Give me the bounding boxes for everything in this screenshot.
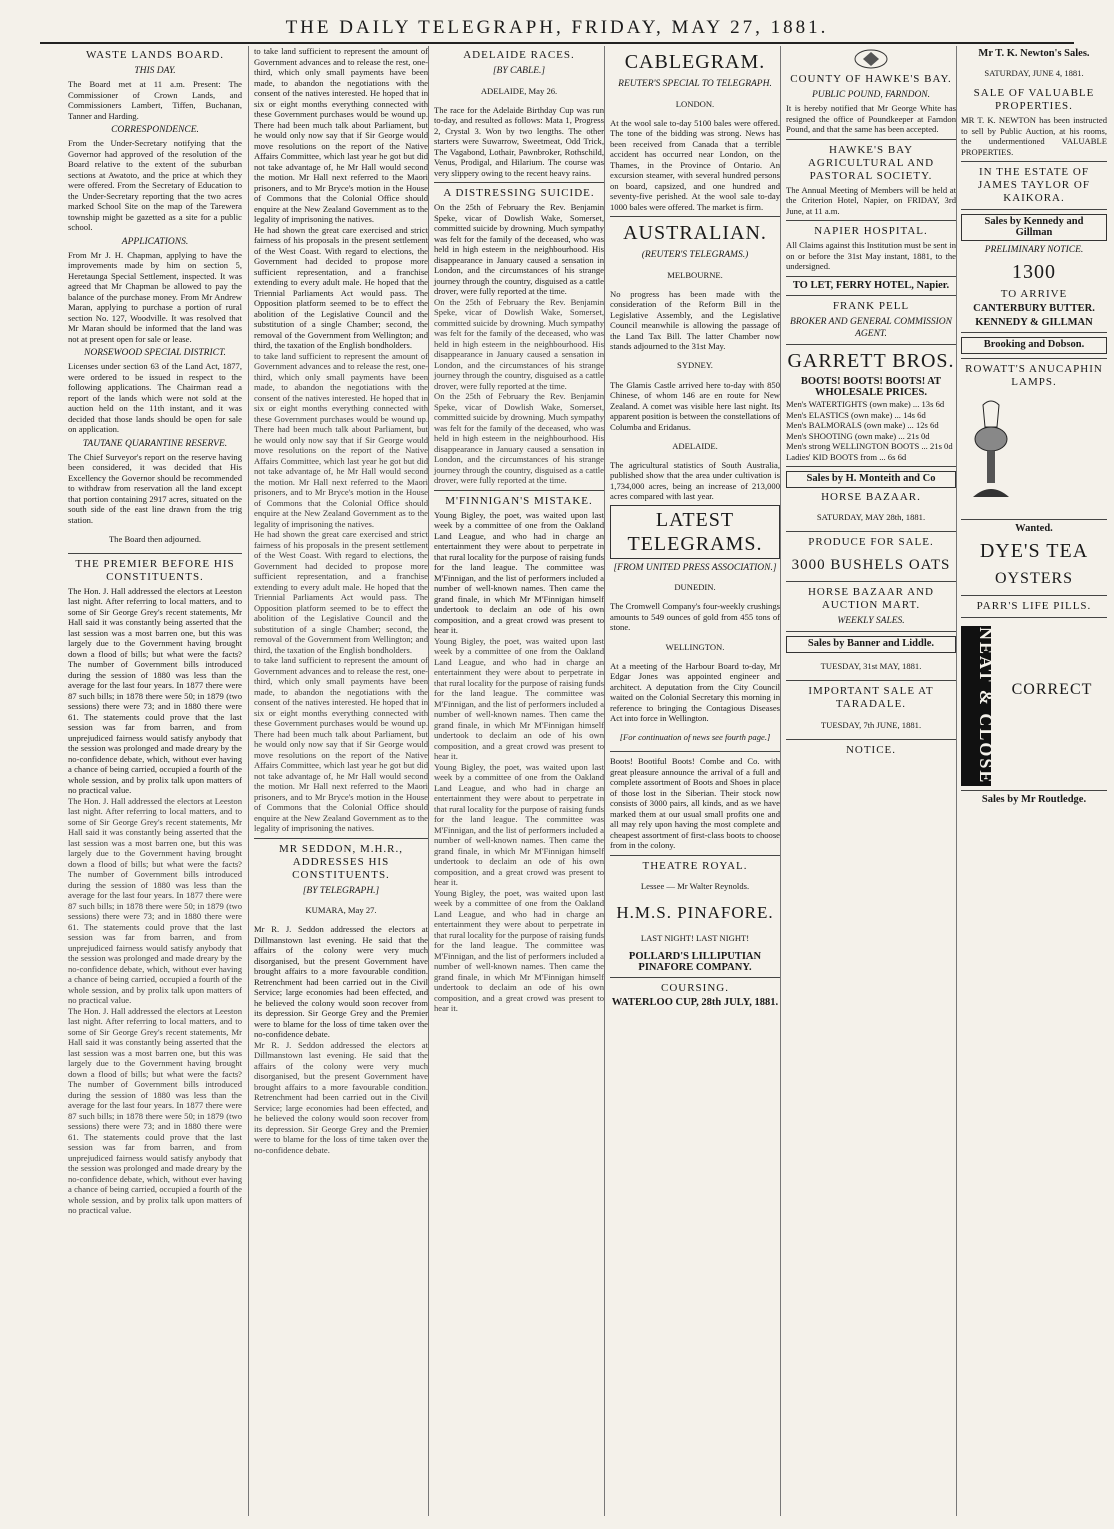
suicide-p3: On the 25th of February the Rev. Benjamin Speke, vicar of Dowlish Wake, Somerset, committed suicide by drowning. Much sympathy was felt for the family of the deceased, who was held in high esteem in the neighbourhood. His disappearance in January caused a sensation in London, and the circumstances of his strange journey through the country, disguised as a cattle drover, were fully reported at the time. [434,391,604,486]
divider [961,209,1107,210]
column-3 [428,46,609,1516]
correspondence-heading: CORRESPONDENCE. [111,125,199,135]
divider [786,466,956,467]
australian-sub: (REUTER'S TELEGRAMS.) [641,250,749,261]
newton-p1: MR T. K. NEWTON has been instructed to sell by Public Auction, at his rooms, the undermentioned VALUABLE PROPERTIES. [961,115,1107,157]
kg-big: 1300 [1012,261,1056,284]
adelaide-races-p1: The race for the Adelaide Birthday Cup was run to-day, and resulted as follows: Mata 1, Progress 2, Crystal 3. Won by two lengths. The other starters were Suwarrow, Sweetmeat, Odd Trick, The Vagabond, Lothair, Pawnbroker, Rothschild, Venus, Prodigal, and Hilarium. The course was very slippery owing to the recent heavy rains. [434,104,604,178]
divider [610,216,780,217]
waste-lands-p4: Licenses under section 63 of the Land Act, 1877, were ordered to be issued in respect to the following applications. The Chairman read a report of the lands which were not sold at the auction held on the 11th instant, and it was decided that those lands should be open for sale on application. [68,361,242,434]
dunedin-place: DUNEDIN. [674,582,716,593]
column-1 [68,46,247,1516]
oats-heading: 3000 BUSHELS OATS [791,557,951,574]
divider [786,276,956,277]
produce-heading: PRODUCE FOR SALE. [808,536,934,549]
column-5 [780,46,961,1516]
wellington-place: WELLINGTON. [665,641,725,652]
divider [961,617,1107,618]
oysters-heading: OYSTERS [994,569,1074,587]
column-6 [956,46,1111,1516]
weekly-sales-heading: WEEKLY SALES. [837,616,905,627]
waste-lands-sub: THIS DAY. [134,66,176,76]
norsewood-heading: NORSEWOOD SPECIAL DISTRICT. [84,348,226,358]
coat-of-arms-icon [851,48,891,70]
mfinnigan-p1: Young Bigley, the poet, was waited upon last week by a committee of one from the Oakland Land League, and who had in charge an entertainment they were about to perpetrate in that rural locality for the purpose of raising funds for the land league. The committee was M'Finnigan, and the list of performers included a number of well-known names. Then came the grand finale, in which Mr M'Finnigan himself undertook to declaim an ode of his own composition, and a great crowd was present to hear it. [434,509,604,636]
garrett-item: Ladies' KID BOOTS from ... 6s 6d [786,451,907,462]
premier-heading: THE PREMIER BEFORE HIS CONSTITUENTS. [75,557,235,583]
monteith-heading: Sales by H. Monteith and Co [786,471,956,488]
to-arrive-heading: TO ARRIVE [1000,288,1068,301]
ap-society-heading: HAWKE'S BAY AGRICULTURAL AND PASTORAL SOCIETY. [807,143,935,182]
garrett-sub: BOOTS! BOOTS! BOOTS! AT WHOLESALE PRICES. [800,376,942,398]
tautane-heading: TAUTANE QUARANTINE RESERVE. [82,438,228,449]
suicide-p1: On the 25th of February the Rev. Benjamin Speke, vicar of Dowlish Wake, Somerset, committed suicide by drowning. Much sympathy was felt for the family of the deceased, who was held in high esteem in the neighbourhood. His disappearance in January caused a sensation in London, and the circumstances of his strange journey through the country, disguised as a cattle drover, were fully reported at the time. [434,202,604,297]
neat-close-badge: NEAT & CLOSE [961,626,991,786]
theatre-heading: THEATRE ROYAL. [642,859,748,872]
ap-society-p1: The Annual Meeting of Members will be held at the Criterion Hotel, Napier, on FRIDAY, 3rd June, at 11 a.m. [786,184,956,216]
frank-pell-sub: BROKER AND GENERAL COMMISSION AGENT. [790,317,952,339]
banner-heading: Sales by Banner and Liddle. [786,636,956,653]
hawkes-bay-sub: PUBLIC POUND, FARNDON. [811,90,931,100]
mfinnigan-p4: Young Bigley, the poet, was waited upon last week by a committee of one from the Oakland Land League, and who had in charge an entertainment they were about to perpetrate in that rural locality for the purpose of raising funds for the land league. The committee was M'Finnigan, and the list of performers included a number of well-known names. Then came the grand finale, in which Mr M'Finnigan himself undertook to declaim an ode of his own composition, and a great crowd was present to hear it. [434,887,604,1014]
divider [786,631,956,632]
garrett-item: Men's BALMORALS (own make) ... 12s 6d [786,420,939,430]
column-2 [248,46,433,1516]
premier-p1-cont2: The Hon. J. Hall addressed the electors at Leeston last night. After referring to local matters, and to some of Sir George Grey's recent statements, Mr Hall said it was constantly being asserted that the last session was a most barren one, but this was largely due to the Government having brought down a flood of bills; but what were the facts? The number of Government bills introduced during the session of 1880 was less than the average for the last four years. In 1877 there were 87 such bills; in 1878 there were 50; in 1879 (two sessions) there were 73; and in 1880 there were 61. The statements could prove that the last session was far from barren, and from unprejudiced fairness would satisfy anybody that the session was prolonged and made dreary by the no-confidence debate, which, without ever having a chance of being carried, occupied a fourth of the whole session, and by prolix talk upon matters of no practical value. [68,1005,242,1216]
masthead: THE DAILY TELEGRAPH, FRIDAY, MAY 27, 1881. [40,14,1074,44]
melbourne-p1: No progress has been made with the consideration of the Reform Bill in the Legislative Assembly, and the Legislative Council meanwhile is allowing the passage of the Land Tax Bill. The latter Chamber now stands adjourned to the 31st May. [610,288,780,352]
cablegram-sub: REUTER'S SPECIAL TO TELEGRAPH. [618,79,772,89]
column-4 [604,46,785,1516]
seddon-place: KUMARA, May 27. [305,905,377,916]
kg-heading: Sales by Kennedy and Gillman [961,214,1107,241]
divider [610,751,780,752]
divider [961,358,1107,359]
divider [961,332,1107,333]
hawkes-bay-heading: COUNTY OF HAWKE'S BAY. [790,73,952,85]
divider [610,977,780,978]
banner-date: TUESDAY, 31st MAY, 1881. [820,661,922,672]
latest-telegrams-heading: LATEST TELEGRAMS. [610,505,780,559]
melbourne-place: MELBOURNE. [667,269,723,280]
kg-sub: PRELIMINARY NOTICE. [984,245,1084,256]
mfinnigan-heading: M'FINNIGAN'S MISTAKE. [445,494,593,507]
divider [68,553,242,554]
divider [961,790,1107,791]
divider [786,344,956,345]
divider [786,295,956,296]
garrett-heading: GARRETT BROS. [787,350,955,372]
lamp-illustration-icon [961,397,1021,507]
divider [786,220,956,221]
mfinnigan-p3: Young Bigley, the poet, was waited upon last week by a committee of one from the Oakland Land League, and who had in charge an entertainment they were about to perpetrate in that rural locality for the purpose of raising funds for the land league. The committee was M'Finnigan, and the list of performers included a number of well-known names. Then came the grand finale, in which Mr M'Finnigan himself undertook to declaim an ode of his own composition, and a great crowd was present to hear it. [434,761,604,888]
suicide-heading: A DISTRESSING SUICIDE. [443,187,595,200]
kg2-heading: KENNEDY & GILLMAN [975,316,1093,328]
waste-lands-p1: The Board met at 11 a.m. Present: The Commissioner of Crown Lands, and Commissioners Lambert, Tiffen, Buchanan, Tanner and Harding. [68,79,242,121]
premier-p1-cont: The Hon. J. Hall addressed the electors at Leeston last night. After referring to local matters, and to some of Sir George Grey's recent statements, Mr Hall said it was constantly being asserted that the last session was a most barren one, but this was largely due to the Government having brought down a flood of bills; but what were the facts? The number of Government bills introduced during the session of 1880 was less than the average for the last four years. In 1877 there were 87 such bills; in 1878 there were 50; in 1879 (two sessions) there were 73; and in 1880 there were 61. The statements could prove that the last session was far from barren, and from unprejudiced fairness would satisfy anybody that the session was prolonged and made dreary by the no-confidence debate, which, without ever having a chance of being carried, occupied a fourth of the whole session, and by prolix talk upon matters of no practical value. [68,795,242,1006]
routledge-heading: Sales by Mr Routledge. [981,793,1087,805]
premier-p2: to take land sufficient to represent the amount of Government advances and to release the rest, one-third, which only small payments have been made, to abandon the negotiations with the consent of the natives interested. He hoped that in six or eight months everything connected with these Government purchases would be wound up. There had been much talk about Parliament, but he would only now say that if Sir George would move resolutions on the report of the Native Affairs Committee, which last year he got but did not take advantage of, he Mr Hall would second the motion. Mr Hall next referred to the Maori prisoners, and to Mr Bryce's motion in the House of Commons that the Colonial Office should enquire at the New Zealand Government as to the legality of imprisoning the natives. [254,46,428,224]
adelaide-p1: The agricultural statistics of South Australia, published show that the area under cultivation is 1,734,000 acres, being an increase of 213,000 acres compared with last year. [610,459,780,502]
mfinnigan-p2: Young Bigley, the poet, was waited upon last week by a committee of one from the Oakland Land League, and who had in charge an entertainment they were about to perpetrate in that rural locality for the purpose of raising funds for the land league. The committee was M'Finnigan, and the list of performers included a number of well-known names. Then came the grand finale, in which Mr M'Finnigan himself undertook to declaim an ode of his own composition, and a great crowd was present to hear it. [434,635,604,762]
newton-heading: Mr T. K. Newton's Sales. [978,48,1090,59]
premier-p1: The Hon. J. Hall addressed the electors at Leeston last night. After referring to local matters, and to some of Sir George Grey's recent statements, Mr Hall said it was constantly being asserted that the last session was a most barren one, but this was largely due to the Government having brought down a flood of bills; but what were the facts? The number of Government bills introduced during the session of 1880 was less than the average for the last four years. In 1877 there were 87 such bills; in 1878 there were 50; in 1879 (two sessions) there were 73; and in 1880 there were 61. The statements could prove that the last session was far from barren, and from unprejudiced fairness would satisfy anybody that the session was prolonged and made dreary by the no-confidence debate, which, without ever having a chance of being carried, occupied a fourth of the whole session, and by prolix talk upon matters of no practical value. [68,585,242,796]
newton-date: SATURDAY, JUNE 4, 1881. [984,68,1084,79]
cablegram-p1: At the wool sale to-day 5100 bales were offered. The tone of the bidding was strong. News has been received from Canada that a terrible accident has occurred near London, on the Thames, in the Province of Ontario. An excursion steamer, with several hundred persons on board, capsized, and one hundred and seventy-five perished. At the wool sale to-day 1000 bales were offered. The market is firm. [610,117,780,212]
horse-bazaar-heading: HORSE BAZAAR. [821,490,921,503]
to-let: TO LET, FERRY HOTEL, Napier. [792,279,950,291]
divider [610,855,780,856]
divider [434,182,604,183]
correct-heading: CORRECT [1011,680,1093,698]
adelaide-races-place: ADELAIDE, May 26. [480,85,558,96]
premier-p5: He had shown the great care exercised and strict fairness of his proposals in the present settlement of the West Coast. With regard to elections, the Government had decided to propose more sufficient representation, and a franchise extending to every adult male. He hoped that the Triennial Parliaments Act would pass. The Opposition platform seemed to be to effect the abolition of the Legislative Council and the substitution of a single Chamber; second, the removal of the Government from Wellington; and third, the taxation of the English bondholders. [254,529,428,655]
dunedin-p1: The Cromwell Company's four-weekly crushings amounts to 549 ounces of gold from 455 tons of stone. [610,601,780,633]
dye-tea-heading: DYE'S TEA [979,539,1089,562]
cablegram-heading: CABLEGRAM. [624,51,766,73]
suicide-p2: On the 25th of February the Rev. Benjamin Speke, vicar of Dowlish Wake, Somerset, committed suicide by drowning. Much sympathy was felt for the family of the deceased, who was held in high esteem in the neighbourhood. His disappearance in January caused a sensation in London, and the circumstances of his strange journey through the country, disguised as a cattle drover, were fully reported at the time. [434,296,604,391]
boots-advert: Boots! Bootiful Boots! Combe and Co. with great pleasure announce the arrival of a full and complete assortment of Boots and Shoes in place of those lost in the Siberian. Their stock now consists of 3000 pairs, all kinds, and as we have marked them at our usual small profits one and all may rely upon having the most complete and cheapest assortment of first-class boots to choose from in the colony. [610,756,780,851]
waste-lands-p2: From the Under-Secretary notifying that the Governor had approved of the resolution of the Board relative to the extent of the suburban sections at Awatoto, and the price at which they were offered. From the Secretary of Education to the Under-Secretary reporting that the two acres marked School Site on the map of the Tarewera township might be gazetted as a site for a public school. [68,138,242,232]
sydney-place: SYDNEY. [677,360,713,371]
garrett-item: Men's ELASTICS (own make) ... 14s 6d [786,409,926,420]
taradale-heading: IMPORTANT SALE AT TARADALE. [808,685,934,711]
butter-heading: CANTERBURY BUTTER. [973,303,1095,315]
seddon-p2: Mr R. J. Seddon addressed the electors at Dillmanstown last evening. He said that the affairs of the colony were very much disorganised, but the present Government have brought affairs to a more favourable condition. Retrenchment had been carried out in the Civil Service; large economies had been effected, and he believed the colony would soon recover from its depression. Sir George Grey and the Premier were to blame for the loss of time taken over the no-confidence debate. [254,1039,428,1155]
taradale-date: TUESDAY, 7th JUNE, 1881. [820,719,922,730]
divider [961,519,1107,520]
adelaide-races-heading: ADELAIDE RACES. [463,49,575,61]
premier-p4: to take land sufficient to represent the amount of Government advances and to release the rest, one-third, which only small payments have been made, to abandon the negotiations with the consent of the natives interested. He hoped that in six or eight months everything connected with these Government purchases would be wound up. There had been much talk about Parliament, but he would only now say that if Sir George would move resolutions on the report of the Native Affairs Committee, which last year he got but did not take advantage of, he Mr Hall would second the motion. Mr Hall next referred to the Maori prisoners, and to Mr Bryce's motion in the House of Commons that the Colonial Office should enquire at the New Zealand Government as to the legality of imprisoning the natives. [254,350,428,529]
applications-heading: APPLICATIONS. [121,236,189,247]
wellington-p1: At a meeting of the Harbour Board to-day, Mr Edgar Jones was appointed engineer and architect. A deputation from the City Council waited on the Colonial Secretary this morning in reference to bringing the Contagious Diseases Act into force in Wellington. [610,660,780,724]
divider [786,581,956,582]
latest-telegrams-sub: [FROM UNITED PRESS ASSOCIATION.] [613,562,777,573]
newton-sub: SALE OF VALUABLE PROPERTIES. [973,87,1095,113]
seddon-p1: Mr R. J. Seddon addressed the electors at Dillmanstown last evening. He said that the affairs of the colony were very much disorganised, but the present Government have brought affairs to a more favourable condition. Retrenchment had been carried out in the Civil Service; large economies had been effected, and he believed the colony would soon recover from its depression. Sir George Grey and the Premier were to blame for the loss of time taken over the no-confidence debate. [254,924,428,1040]
hospital-p1: All Claims against this Institution must be sent in on or before the 31st May instant, 1881, to the undersigned. [786,240,956,271]
pollard-company: POLLARD'S LILLIPUTIAN PINAFORE COMPANY. [628,951,762,973]
cablegram-place: LONDON. [675,98,715,109]
garrett-item: Men's strong WELLINGTON BOOTS ... 21s 0d [786,441,953,451]
waste-lands-p5: The Chief Surveyor's report on the reserve having been considered, it was decided that His Excellency the Governor should be recommended to withdraw from reservation all the land except that portion containing 2917 acres, situated on the south side of the east line drawn from the trig station. [68,451,242,525]
seddon-sub: [BY TELEGRAPH.] [302,885,380,896]
divider [786,139,956,140]
waste-lands-p3: From Mr J. H. Chapman, applying to have the improvements made by him on section 5, Heretaunga Special Settlement, inspected. It was agreed that Mr Chapman be allowed to pay the balance of the purchase money. From Mr Andrew Maran, applying to purchase a portion of rural section No. 127, Woodville. It was resolved that Mr Maran should be informed that the land was not at present open for sale or lease. [68,249,242,344]
hospital-heading: NAPIER HOSPITAL. [814,225,928,237]
divider [786,531,956,532]
premier-p6: to take land sufficient to represent the amount of Government advances and to release the rest, one-third, which only small payments have been made, to abandon the negotiations with the consent of the natives interested. He hoped that in six or eight months everything connected with these Government purchases would be wound up. There had been much talk about Parliament, but he would only now say that if Sir George would move resolutions on the report of the Native Affairs Committee, which last year he got but did not take advantage of, he Mr Hall would second the motion. Mr Hall next referred to the Maori prisoners, and to Mr Bryce's motion in the House of Commons that the Colonial Office should enquire at the New Zealand Government as to the legality of imprisoning the natives. [254,655,428,833]
waste-lands-heading: WASTE LANDS BOARD. [85,49,225,61]
lamps-heading: ROWATT'S ANUCAPHIN LAMPS. [965,362,1103,388]
divider [254,838,428,839]
garrett-item: Men's WATERTIGHTS (own make) ... 13s 6d [786,399,945,409]
notice-heading: NOTICE. [845,744,897,757]
bazaar-heading: HORSE BAZAAR AND AUCTION MART. [807,586,934,612]
coursing-sub: WATERLOO CUP, 28th JULY, 1881. [611,997,779,1009]
sydney-p1: The Glamis Castle arrived here to-day with 850 Chinese, of whom 146 are en route for New Zealand. A comet was visible here last night. Its apparent position is between the constellations of Columba and Eridanus. [610,379,780,432]
adelaide-races-sub: [BY CABLE.] [492,66,546,76]
divider [961,161,1107,162]
board-adjourned: The Board then adjourned. [108,533,202,544]
seddon-heading: MR SEDDON, M.H.R., ADDRESSES HIS CONSTITUENTS. [278,842,404,881]
hawkes-bay-p1: It is hereby notified that Mr George White has resigned the office of Poundkeeper at Farndon Pound, and that the same has been accepted. [786,103,956,134]
divider [961,595,1107,596]
coursing-heading: COURSING. [661,982,729,995]
frank-pell-heading: FRANK PELL [832,300,910,312]
pinafore-sub: LAST NIGHT! LAST NIGHT! [640,933,750,944]
pinafore-heading: H.M.S. PINAFORE. [616,902,774,922]
continuation-note: [For continuation of news see fourth page.] [619,732,771,743]
divider [786,739,956,740]
horse-bazaar-date: SATURDAY, MAY 28th, 1881. [816,512,926,523]
adelaide-place: ADELAIDE. [672,440,718,451]
wanted-heading: Wanted. [1015,523,1053,535]
divider [434,490,604,491]
divider [786,680,956,681]
australian-heading: AUSTRALIAN. [623,222,767,245]
premier-p3: He had shown the great care exercised and strict fairness of his proposals in the present settlement of the West Coast. With regard to elections, the Government had decided to propose more sufficient representation, and a franchise extending to every adult male. He hoped that the Triennial Parliaments Act would pass. The Opposition platform seemed to be to effect the abolition of the Legislative Council and the substitution of a single Chamber; second, the removal of the Government from Wellington; and third, the taxation of the English bondholders. [254,224,428,350]
garrett-item: Men's SHOOTING (own make) ... 21s 0d [786,430,930,441]
brooking-heading: Brooking and Dobson. [961,337,1107,354]
parrs-heading: PARR'S LIFE PILLS. [976,599,1092,612]
theatre-lessee: Lessee — Mr Walter Reynolds. [640,881,750,892]
estate-heading: IN THE ESTATE OF JAMES TAYLOR OF KAIKORA. [978,166,1090,205]
